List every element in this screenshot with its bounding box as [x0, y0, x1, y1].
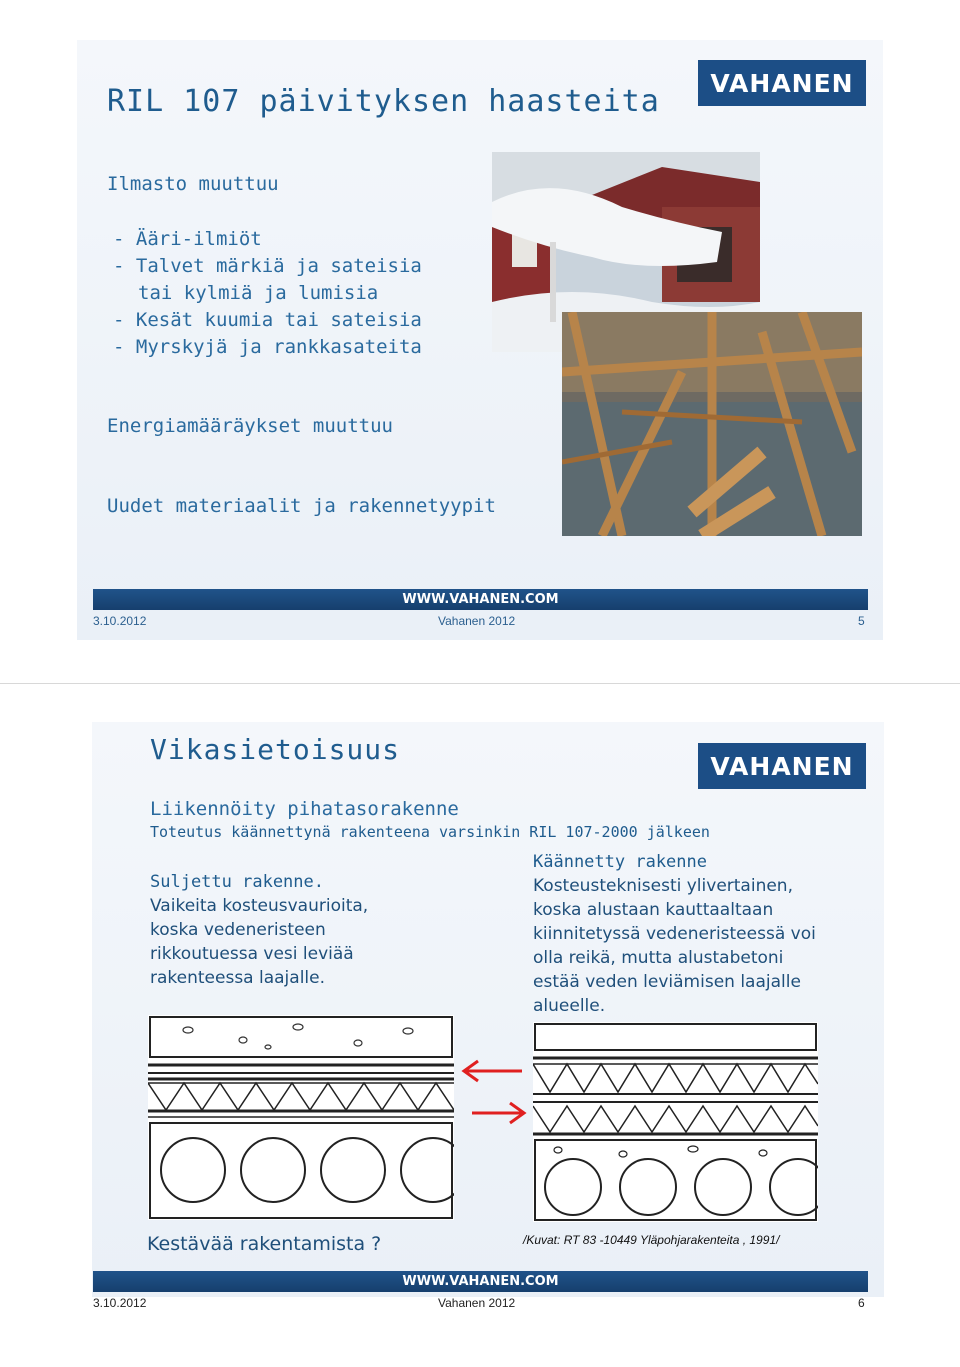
heading-climate: Ilmasto muuttuu — [107, 173, 279, 195]
left-line-2: koska vedeneristeen — [150, 920, 326, 940]
arrow-right-icon — [470, 1100, 528, 1126]
footer-center-2: Vahanen 2012 — [438, 1296, 516, 1310]
left-line-3: rikkoutuessa vesi leviää — [150, 944, 354, 964]
photo-flooded-frame — [562, 312, 862, 536]
bullet-3: - Kesät kuumia tai sateisia — [113, 309, 422, 331]
right-line-6: alueelle. — [533, 996, 606, 1016]
left-heading: Suljettu rakenne. — [150, 872, 324, 892]
bottom-question: Kestävää rakentamista ? — [147, 1233, 382, 1255]
vahanen-logo: VAHANEN — [698, 60, 866, 106]
right-line-3: kiinnitetyssä vedeneristeessä voi — [533, 924, 816, 944]
arrow-left-icon — [460, 1058, 524, 1084]
bullet-2: - Talvet märkiä ja sateisia — [113, 255, 422, 277]
right-line-1: Kosteusteknisesti ylivertainen, — [533, 876, 793, 896]
footer-date-2: 3.10.2012 — [93, 1296, 147, 1310]
footer-center: Vahanen 2012 — [438, 614, 516, 628]
page-separator — [0, 683, 960, 684]
left-line-4: rakenteessa laajalle. — [150, 968, 326, 988]
footer-page: 5 — [858, 614, 865, 628]
bullet-2-cont: tai kylmiä ja lumisia — [138, 282, 379, 304]
image-source: /Kuvat: RT 83 -10449 Yläpohjarakenteita , 1991/ — [523, 1233, 780, 1247]
right-line-2: koska alustaan kauttaaltaan — [533, 900, 774, 920]
slide-2-title: Vikasietoisuus — [150, 733, 401, 766]
vahanen-logo-2: VAHANEN — [698, 743, 866, 789]
slide-2-subtitle2: Toteutus käännettynä rakenteena varsinkin RIL 107-2000 jälkeen — [150, 823, 710, 841]
footer-date: 3.10.2012 — [93, 614, 147, 628]
slide-2-subtitle: Liikennöity pihatasorakenne — [150, 798, 459, 820]
slide-1-title: RIL 107 päivityksen haasteita — [107, 84, 660, 119]
right-line-4: olla reikä, mutta alustabetoni — [533, 948, 784, 968]
website-banner-2: WWW.VAHANEN.COM — [93, 1271, 868, 1292]
bullet-4: - Myrskyjä ja rankkasateita — [113, 336, 422, 358]
left-line-1: Vaikeita kosteusvaurioita, — [150, 896, 369, 916]
line-materials: Uudet materiaalit ja rakennetyypit — [107, 495, 496, 517]
footer-page-2: 6 — [858, 1296, 865, 1310]
right-line-5: estää veden leviämisen laajalle — [533, 972, 801, 992]
line-energy: Energiamääräykset muuttuu — [107, 415, 393, 437]
right-heading: Käännetty rakenne — [533, 852, 707, 872]
diagram-closed-structure — [148, 1015, 454, 1220]
diagram-inverted-structure — [533, 1022, 818, 1222]
bullet-1: - Ääri-ilmiöt — [113, 228, 262, 250]
website-banner: WWW.VAHANEN.COM — [93, 589, 868, 610]
